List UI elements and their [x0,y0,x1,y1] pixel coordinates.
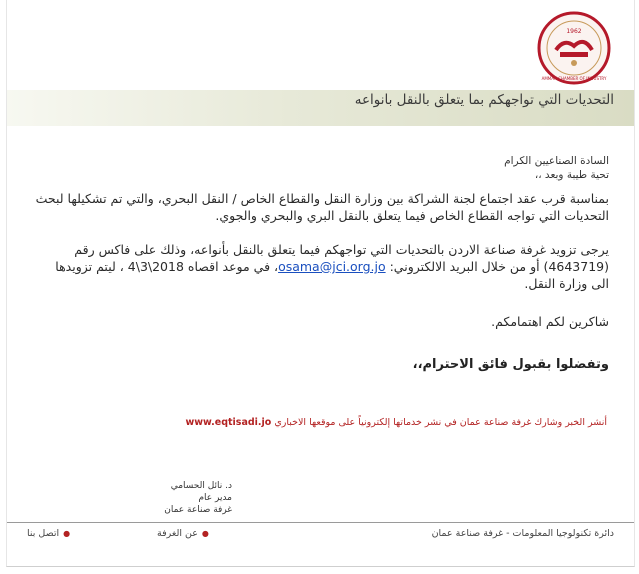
request-deadline: ، في موعد اقصاه 2018\3\4 ، ليتم تزويدها الى وزارة النقل. [55,259,609,291]
paragraph-thanks: شاكرين لكم اهتمامكم. [491,314,609,329]
signature-name: د. نائل الحسامي [170,481,232,491]
footer-link-about[interactable] [157,528,209,539]
signature-org: غرفة صناعة عمان [164,505,232,515]
logo-year: 1962 [566,28,582,35]
footer-divider [7,522,634,523]
page-title: التحديات التي تواجهكم بما يتعلق بالنقل بانواعه [354,92,614,108]
request-text: يرجى تزويد غرفة صناعة الاردن بالتحديات التي تواجهكم فيما يتعلق بالنقل بأنواعه، وذلك على فاكس رقم (4643719) أو من خلال البريد الالكتروني: [74,242,609,274]
amman-chamber-logo [536,10,612,88]
salutation-line-2: تحية طيبة وبعد ،، [534,169,609,181]
salutation [49,154,609,182]
footer-link-contact[interactable] [27,528,70,539]
bullet-icon: ● [201,529,209,538]
email-link[interactable]: osama@jci.org.jo [278,259,386,274]
promo-text: أنشر الخبر وشارك غرفة صناعة عمان في نشر خدماتها إلكترونياً على موقعها الاخباري [271,417,607,428]
closing-line: وتفضلوا بقبول فائق الاحترام،، [412,357,609,372]
footer-department: دائرة تكنولوجيا المعلومات - غرفة صناعة عمان [431,528,614,539]
signature-position: مدير عام [198,493,232,503]
paragraph-intro: بمناسبة قرب عقد اجتماع لجنة الشراكة بين وزارة النقل والقطاع الخاص / النقل البحري، والتي تم تشكيلها لبحث التحديات التي تواجه القطاع الخاص فيما يتعلق بالنقل البري والبحري والجوي. [35,191,609,223]
footer-contact-label: اتصل بنا [27,528,60,539]
footer-about-label: عن الغرفة [157,528,198,539]
email-frame [6,0,635,567]
paragraph-request [34,241,609,292]
promo-line [107,417,607,428]
signature-block [32,480,232,516]
promo-site-link[interactable]: www.eqtisadi.jo [185,417,272,428]
salutation-line-1: السادة الصناعيين الكرام [504,155,609,167]
bullet-icon: ● [63,529,71,538]
logo-caption: AMMAN CHAMBER OF INDUSTRY [541,76,607,81]
